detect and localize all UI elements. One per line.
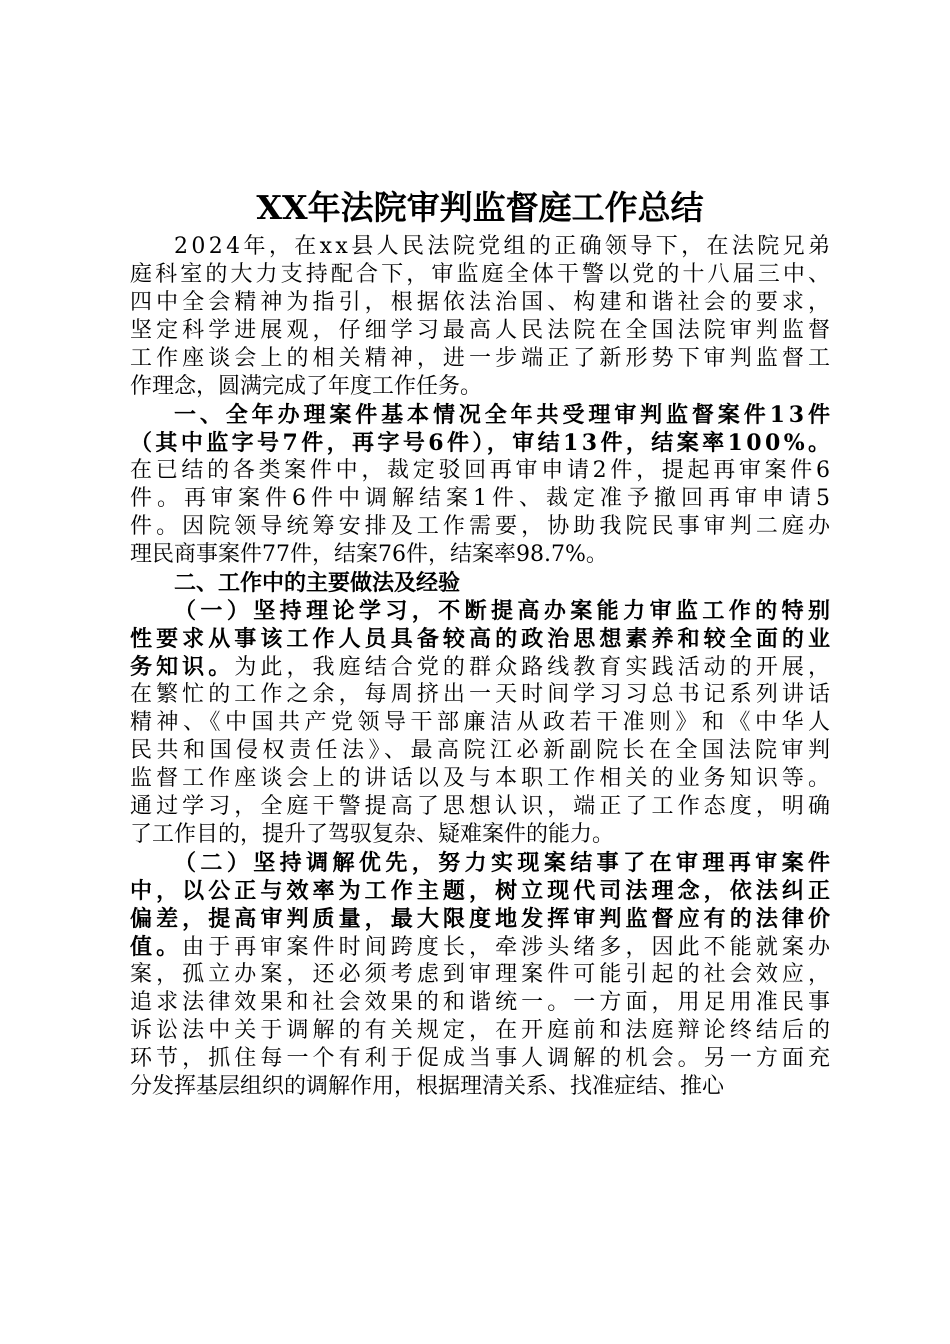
- text-line: [130, 905, 835, 933]
- text-line: [130, 681, 835, 709]
- body-text: 民共和国侵权责任法》、最高院江必新副院长在全国法院审判: [130, 738, 835, 763]
- bold-text: 性要求从事该工作人员具备较高的政治思想素养和较全面的业: [130, 626, 835, 652]
- body-text: 分发挥基层组织的调解作用，根据理清关系、找准症结、推心: [130, 1074, 725, 1099]
- text-line: [130, 821, 830, 849]
- text-line: [130, 597, 835, 625]
- text-line: [130, 709, 835, 737]
- body-text: 在已结的各类案件中，裁定驳回再审申请2件，提起再审案件6: [130, 458, 834, 483]
- text-line: [130, 933, 835, 961]
- body-text: 案，孤立办案，还必须考虑到审理案件可能引起的社会效应，: [130, 962, 835, 987]
- body-text: 庭科室的大力支持配合下，审监庭全体干警以党的十八届三中、: [130, 262, 834, 287]
- body-text: 理民商事案件77件，结案76件，结案率98.7%。: [130, 542, 608, 567]
- body-text: 由于再审案件时间跨度长，牵涉头绪多，因此不能就案办: [182, 935, 835, 960]
- text-line: [130, 541, 830, 569]
- bold-text: （二）坚持调解优先，努力实现案结事了在审理再审案件: [174, 850, 835, 876]
- text-line: [130, 513, 835, 541]
- paragraph-section-2: [130, 569, 830, 597]
- text-line: [130, 737, 835, 765]
- body-text: 工作座谈会上的相关精神，进一步端正了新形势下审判监督工: [130, 346, 835, 371]
- body-text: 为此，我庭结合党的群众路线教育实践活动的开展，: [234, 655, 835, 680]
- body-text: 追求法律效果和社会效果的和谐统一。一方面，用足用准民事: [130, 990, 835, 1015]
- body-text: 坚定科学进展观，仔细学习最高人民法院在全国法院审判监督: [130, 318, 835, 343]
- body-text: 了工作目的，提升了驾驭复杂、疑难案件的能力。: [130, 822, 615, 847]
- text-line: [130, 429, 834, 457]
- text-line: [130, 345, 835, 373]
- text-line: [130, 1017, 835, 1045]
- text-line: [130, 961, 835, 989]
- paragraph-section-2-2: [130, 849, 835, 1101]
- text-line: [130, 317, 835, 345]
- text-line: [130, 989, 835, 1017]
- text-line: [130, 793, 835, 821]
- text-line: [130, 485, 835, 513]
- bold-text: 一、全年办理案件基本情况全年共受理审判监督案件13件: [174, 402, 834, 428]
- text-line: [130, 625, 835, 653]
- document-page: [130, 183, 835, 1101]
- bold-text: 中，以公正与效率为工作主题，树立现代司法理念，依法纠正: [130, 878, 835, 904]
- text-line: [130, 233, 834, 261]
- text-line: [130, 373, 830, 401]
- body-text: 四中全会精神为指引，根据依法治国、构建和谐社会的要求，: [130, 290, 835, 315]
- document-title: XX年法院审判监督庭工作总结: [256, 188, 704, 227]
- bold-text: 务知识。: [130, 654, 235, 680]
- text-line: [130, 289, 835, 317]
- body-text: 诉讼法中关于调解的有关规定，在开庭前和法庭辩论终结后的: [130, 1018, 835, 1043]
- body-text: 件。因院领导统筹安排及工作需要，协助我院民事审判二庭办: [130, 514, 835, 539]
- document-body: [130, 233, 835, 1101]
- body-text: 通过学习，全庭干警提高了思想认识，端正了工作态度，明确: [130, 794, 835, 819]
- bold-text: 偏差，提高审判质量，最大限度地发挥审判监督应有的法律价: [130, 906, 835, 932]
- paragraph-intro: [130, 233, 835, 401]
- paragraph-section-1: [130, 401, 835, 569]
- body-text: 件。再审案件6件中调解结案1件、裁定准予撤回再审申请5: [130, 486, 835, 511]
- bold-text: （其中监字号7件，再字号6件），审结13件，结案率100%。: [130, 430, 834, 456]
- text-line: [130, 1073, 830, 1101]
- text-line: [130, 1045, 835, 1073]
- text-line: [130, 457, 834, 485]
- text-line: [130, 765, 835, 793]
- text-line: [130, 877, 835, 905]
- text-line: [130, 653, 835, 681]
- bold-text: 二、工作中的主要做法及经验: [174, 570, 461, 596]
- text-line: [130, 401, 834, 429]
- paragraph-section-2-1: [130, 597, 835, 849]
- body-text: 2024年，在xx县人民法院党组的正确领导下，在法院兄弟: [174, 234, 834, 259]
- text-line: [130, 849, 835, 877]
- text-line: [130, 569, 830, 597]
- text-line: [130, 261, 834, 289]
- body-text: 监督工作座谈会上的讲话以及与本职工作相关的业务知识等。: [130, 766, 835, 791]
- bold-text: 值。: [130, 934, 183, 960]
- body-text: 在繁忙的工作之余，每周挤出一天时间学习习总书记系列讲话: [130, 682, 835, 707]
- bold-text: （一）坚持理论学习，不断提高办案能力审监工作的特别: [174, 598, 835, 624]
- body-text: 精神、《中国共产党领导干部廉洁从政若干准则》和《中华人: [130, 710, 835, 735]
- body-text: 作理念，圆满完成了年度工作任务。: [130, 374, 483, 399]
- body-text: 环节，抓住每一个有利于促成当事人调解的机会。另一方面充: [130, 1046, 835, 1071]
